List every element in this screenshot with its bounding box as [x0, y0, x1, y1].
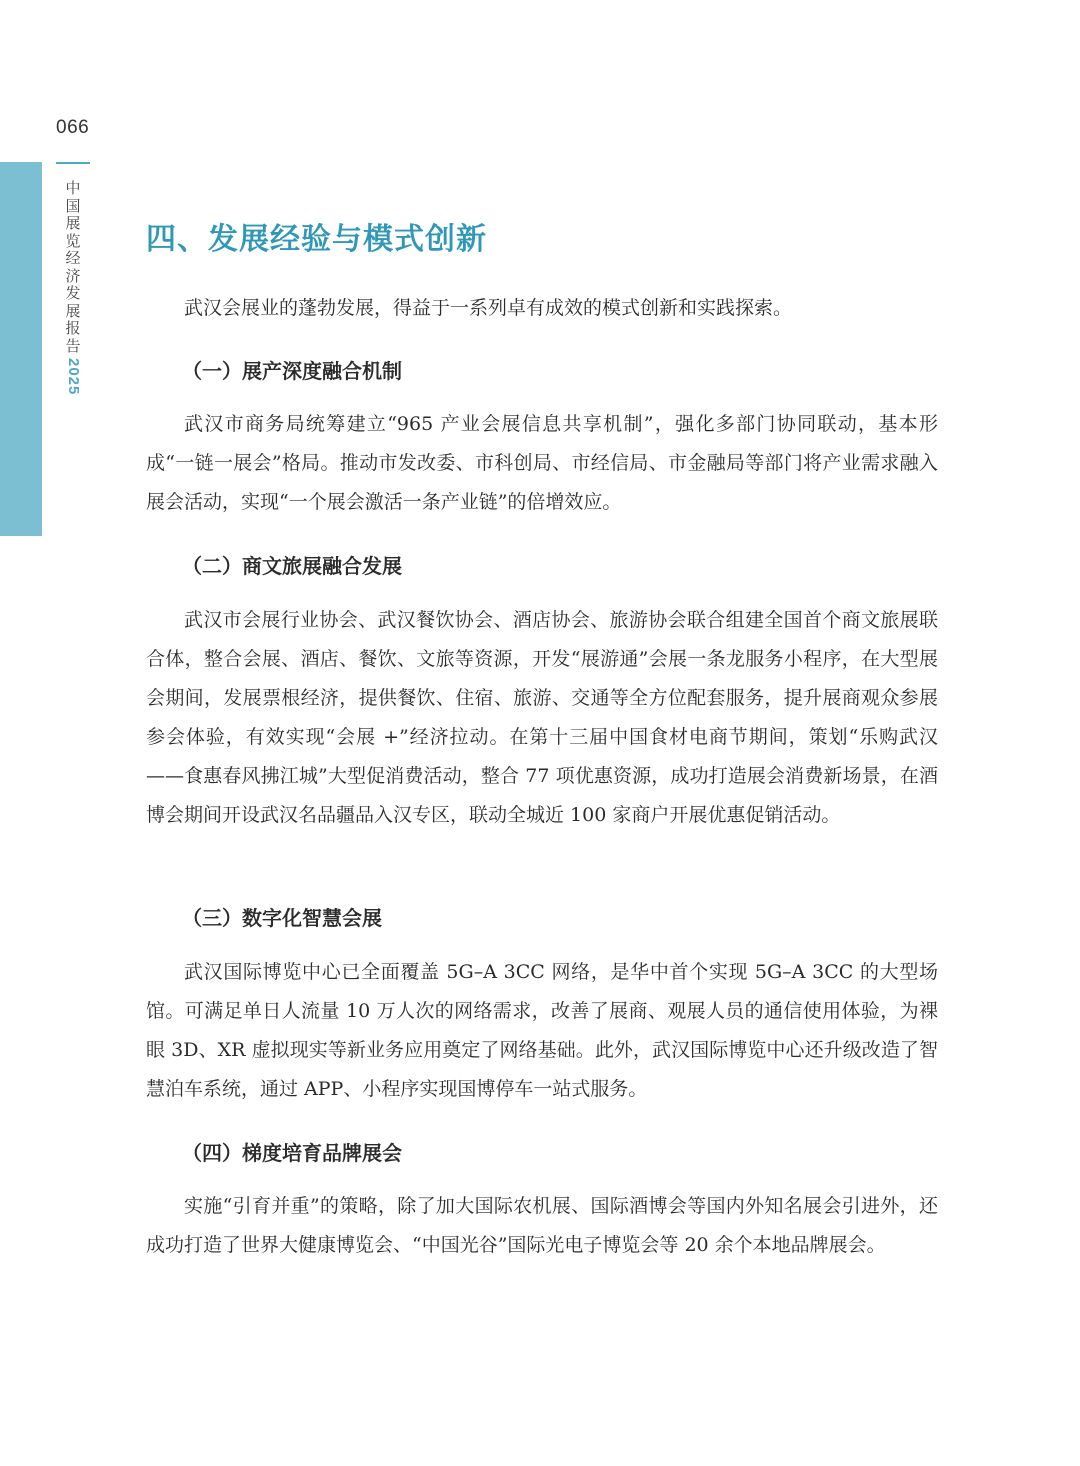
running-title-char: 报 [65, 319, 81, 337]
subsection-body-3: 武汉国际博览中心已全面覆盖 5G–A 3CC 网络，是华中首个实现 5G–A 3CC 的大型场馆。可满足单日人流量 10 万人次的网络需求，改善了展商、观展人员的通信使用体验，为裸眼 3D、XR 虚拟现实等新业务应用奠定了网络基础。此外，武汉国际博览中心还升级改造了智慧泊车系统，通过 APP、小程序实现国博停车一站式服务。 [146, 961, 938, 1100]
subsection-heading-2: （二）商文旅展融合发展 [182, 554, 402, 578]
running-title [62, 180, 84, 395]
running-title-char: 览 [65, 231, 81, 250]
subsection-body-4: 实施“引育并重”的策略，除了加大国际农机展、国际酒博会等国内外知名展会引进外，还成功打造了世界大健康博览会、“中国光谷”国际光电子博览会等 20 余个本地品牌展会。 [146, 1195, 938, 1256]
subsection-body-2: 武汉市会展行业协会、武汉餐饮协会、酒店协会、旅游协会联合组建全国首个商文旅展联合体，整合会展、酒店、餐饮、文旅等资源，开发“展游通”会展一条龙服务小程序，在大型展会期间，发展票根经济，提供餐饮、住宿、旅游、交通等全方位配套服务，提升展商观众参展参会体验，有效实现“会展 +”经济拉动。在第十三届中国食材电商节期间，策划“乐购武汉——食惠春风拂江城”大型促消费活动，整合 77 项优惠资源，成功打造展会消费新场景，在酒博会期间开设武汉名品疆品入汉专区，联动全城近 100 家商户开展优惠促销活动。 [146, 609, 938, 826]
running-title-char: 济 [65, 266, 81, 285]
page-number: 066 [56, 117, 90, 138]
side-color-band [0, 162, 42, 536]
running-title-char: 中 [65, 179, 81, 197]
running-title-char: 展 [65, 301, 81, 320]
subsection-heading-4: （四）梯度培育品牌展会 [182, 1141, 402, 1165]
intro-paragraph: 武汉会展业的蓬勃发展，得益于一系列卓有成效的模式创新和实践探索。 [184, 297, 793, 319]
section-title: 四、发展经验与模式创新 [146, 222, 487, 257]
running-title-year: 2025 [64, 358, 82, 396]
subsection-heading-3: （三）数字化智慧会展 [182, 906, 382, 930]
running-title-char: 发 [65, 284, 81, 302]
running-title-char: 国 [65, 196, 81, 215]
subsection-heading-1: （一）展产深度融合机制 [182, 359, 402, 383]
subsection-body-1: 武汉市商务局统筹建立“965 产业会展信息共享机制”，强化多部门协同联动，基本形成“一链一展会”格局。推动市发改委、市科创局、市经信局、市金融局等部门将产业需求融入展会活动，实现“一个展会激活一条产业链”的倍增效应。 [146, 413, 938, 513]
running-title-char: 告 [65, 336, 81, 355]
side-rule [56, 162, 90, 164]
running-title-char: 展 [65, 214, 81, 232]
running-title-char: 经 [65, 249, 81, 267]
